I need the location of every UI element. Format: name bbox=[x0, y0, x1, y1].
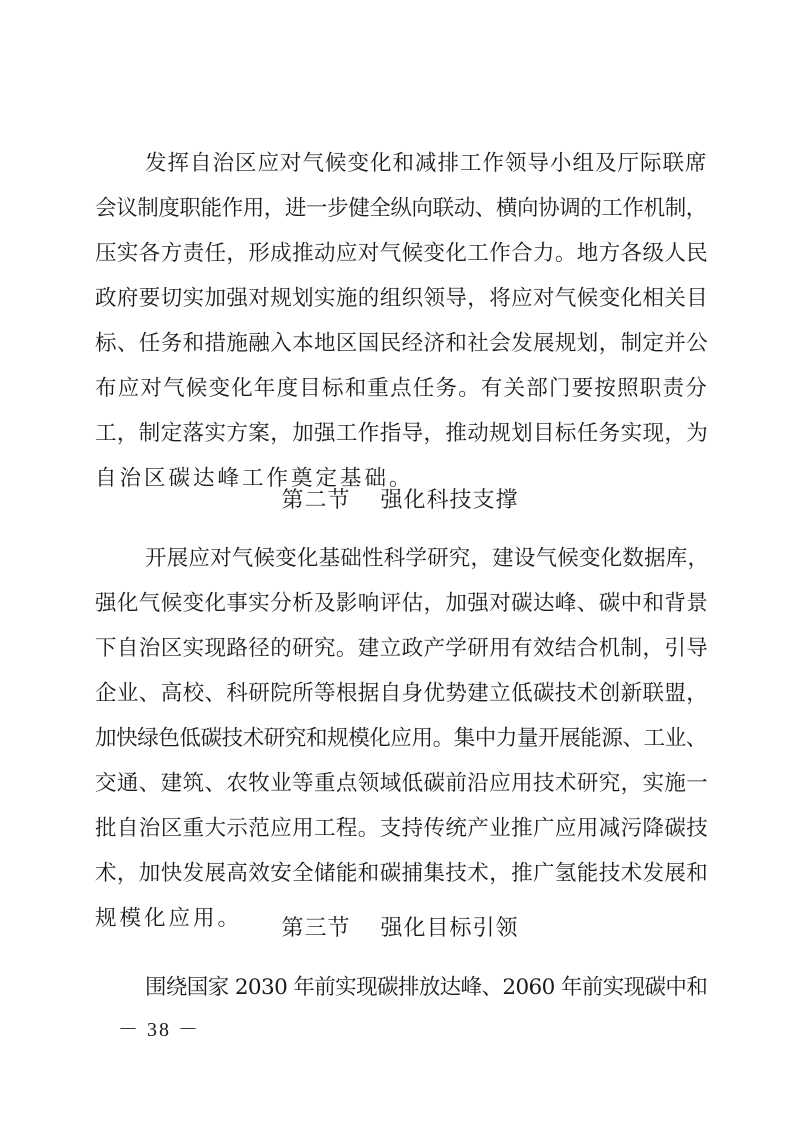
paragraph-line: 围绕国家 2030 年前实现碳排放达峰、2060 年前实现碳中和 bbox=[145, 975, 708, 1000]
paragraph-line: 下自治区实现路径的研究。建立政产学研用有效结合机制，引导 bbox=[95, 636, 709, 661]
paragraph-line: 加快绿色低碳技术研究和规模化应用。集中力量开展能源、工业、 bbox=[95, 726, 707, 751]
section-title: 强化目标引领 bbox=[380, 916, 519, 941]
paragraph-line: 发挥自治区应对气候变化和减排工作领导小组及厅际联席 bbox=[145, 151, 708, 176]
paragraph-line: 企业、高校、科研院所等根据自身优势建立低碳技术创新联盟， bbox=[95, 681, 709, 706]
paragraph-line: 强化气候变化事实分析及影响评估，加强对碳达峰、碳中和背景 bbox=[95, 591, 709, 616]
paragraph-line: 术，加快发展高效安全储能和碳捕集技术，推广氢能技术发展和 bbox=[95, 861, 709, 886]
paragraph-line: 布应对气候变化年度目标和重点任务。有关部门要按照职责分 bbox=[95, 376, 708, 401]
section2-heading bbox=[0, 490, 800, 512]
paragraph-line: 标、任务和措施融入本地区国民经济和社会发展规划，制定并公 bbox=[95, 331, 709, 356]
paragraph-line: 开展应对气候变化基础性科学研究，建设气候变化数据库， bbox=[145, 546, 710, 571]
page-number: － 38 － bbox=[118, 1019, 200, 1041]
section-number: 第二节 bbox=[281, 488, 351, 513]
paragraph-line: 自治区碳达峰工作奠定基础。 bbox=[95, 466, 414, 491]
section-title: 强化科技支撑 bbox=[380, 488, 519, 513]
section3-heading bbox=[0, 918, 800, 940]
paragraph-line: 会议制度职能作用，进一步健全纵向联动、横向协调的工作机制， bbox=[95, 196, 707, 221]
paragraph-line: 交通、建筑、农牧业等重点领域低碳前沿应用技术研究，实施一 bbox=[95, 771, 709, 796]
section-number: 第三节 bbox=[281, 916, 351, 941]
paragraph-line: 压实各方责任，形成推动应对气候变化工作合力。地方各级人民 bbox=[95, 241, 709, 266]
paragraph-line: 规模化应用。 bbox=[95, 906, 243, 931]
paragraph-line: 政府要切实加强对规划实施的组织领导，将应对气候变化相关目 bbox=[95, 286, 709, 311]
paragraph-line: 批自治区重大示范应用工程。支持传统产业推广应用减污降碳技 bbox=[95, 816, 709, 841]
paragraph-line: 工，制定落实方案，加强工作指导，推动规划目标任务实现，为 bbox=[95, 421, 709, 446]
